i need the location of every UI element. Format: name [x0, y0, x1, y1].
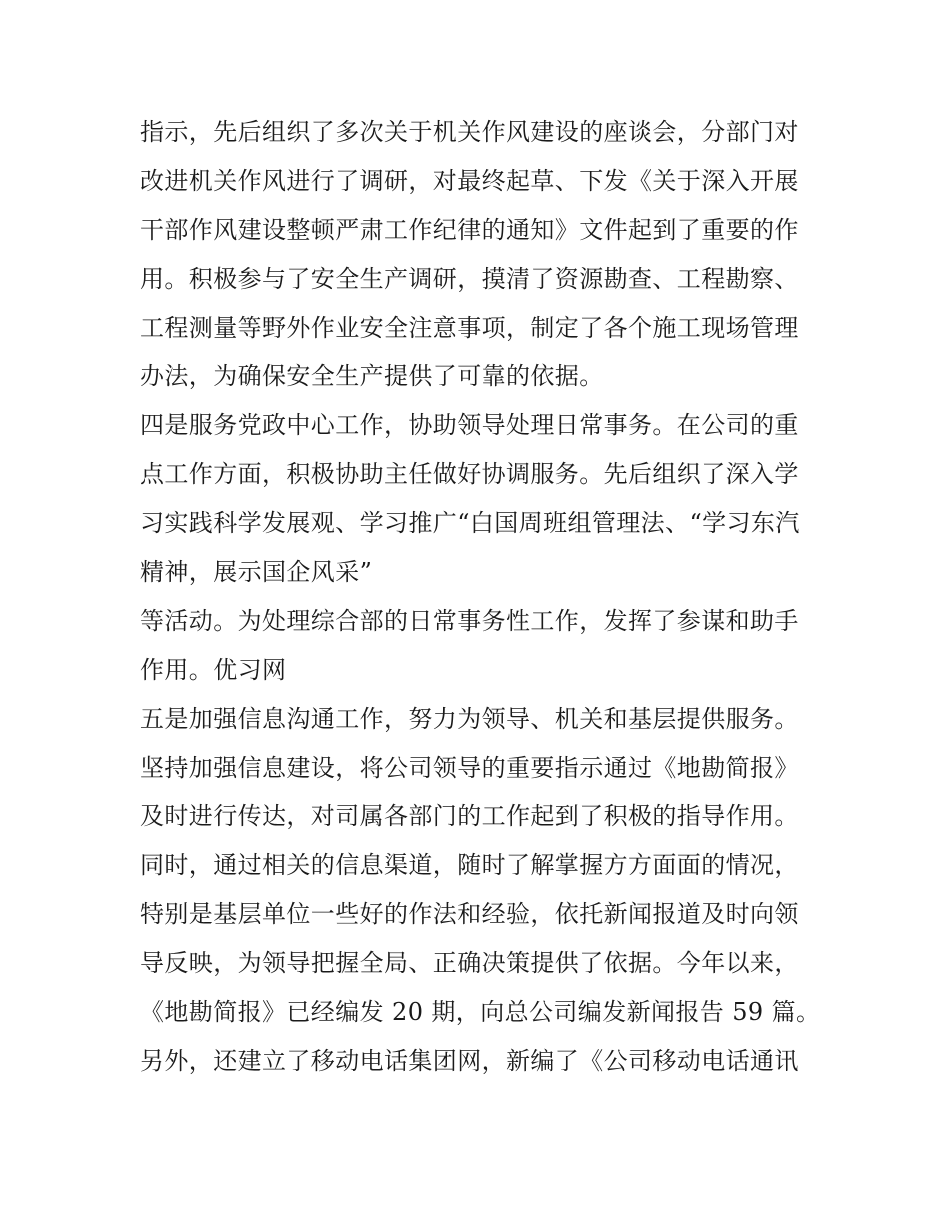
text-line-20: 另外，还建立了移动电话集团网，新编了《公司移动电话通讯: [140, 1046, 799, 1075]
text-line-4: 用。积极参与了安全生产调研，摸清了资源勘查、工程勘察、: [140, 264, 799, 293]
text-line-17: 特别是基层单位一些好的作法和经验，依托新闻报道及时向领: [140, 900, 799, 929]
body-text: [140, 108, 820, 1086]
text-line-8: 点工作方面，积极协助主任做好协调服务。先后组织了深入学: [140, 460, 799, 489]
text-line-12: 作用。优习网: [140, 655, 287, 684]
text-line-10: 精神，展示国企风采”: [140, 558, 373, 587]
text-line-9: 习实践科学发展观、学习推广“白国周班组管理法、“学习东汽: [140, 509, 800, 538]
text-line-1: 指示，先后组织了多次关于机关作风建设的座谈会，分部门对: [140, 118, 799, 146]
text-line-13: 五是加强信息沟通工作，努力为领导、机关和基层提供服务。: [140, 704, 799, 733]
text-line-5: 工程测量等野外作业安全注意事项，制定了各个施工现场管理: [140, 313, 799, 342]
text-line-11: 等活动。为处理综合部的日常事务性工作，发挥了参谋和助手: [140, 606, 799, 635]
text-line-16: 同时，通过相关的信息渠道，随时了解掌握方方面面的情况，: [140, 851, 799, 880]
text-line-18: 导反映，为领导把握全局、正确决策提供了依据。今年以来，: [140, 949, 799, 978]
text-line-3: 干部作风建设整顿严肃工作纪律的通知》文件起到了重要的作: [140, 215, 799, 244]
text-line-19: 《地勘简报》已经编发 20 期，向总公司编发新闻报告 59 篇。: [140, 998, 821, 1027]
text-line-15: 及时进行传达，对司属各部门的工作起到了积极的指导作用。: [140, 802, 799, 831]
text-line-7: 四是服务党政中心工作，协助领导处理日常事务。在公司的重: [140, 411, 799, 440]
text-line-14: 坚持加强信息建设，将公司领导的重要指示通过《地勘简报》: [140, 753, 799, 782]
text-line-6: 办法，为确保安全生产提供了可靠的依据。: [140, 362, 604, 391]
text-line-2: 改进机关作风进行了调研，对最终起草、下发《关于深入开展: [140, 166, 799, 195]
